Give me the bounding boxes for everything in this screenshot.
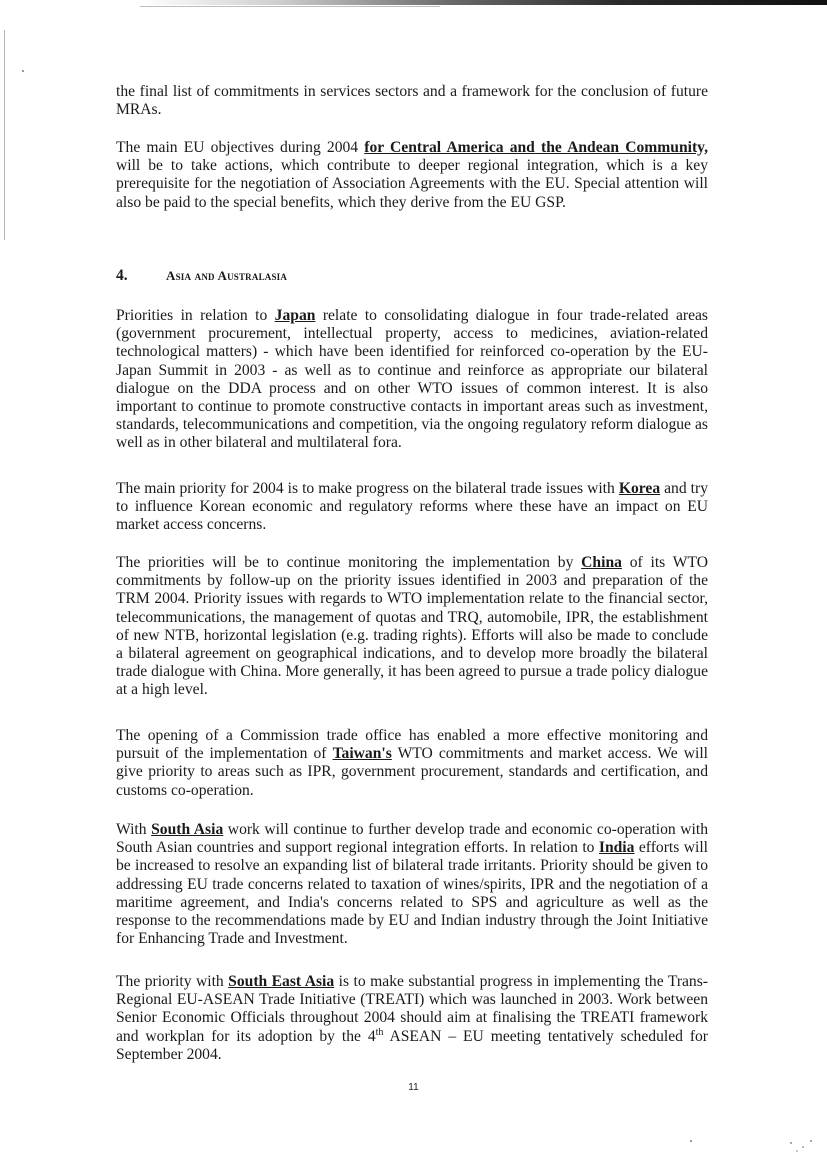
paragraph-text: will be to take actions, which contribute to deeper regional integration, which is a key prerequisite for the negotiation of Association Agreements with the EU. Special attention will also be paid to the special benefits, which they derive from the EU GSP. bbox=[116, 157, 708, 211]
region-link-south-asia[interactable]: South Asia bbox=[151, 821, 224, 838]
paragraph-japan bbox=[116, 307, 708, 453]
paragraph-text: ASEAN – EU meeting tentatively scheduled for September 2004. bbox=[116, 1027, 708, 1063]
paragraph-text: efforts will be increased to resolve an expanding list of bilateral trade irritants. Priority should be given to addressing EU trade concerns related to taxation of wines/spirits, IPR and the negotiation of a maritime agreement, and India's concerns related to SPS and agriculture as well as the response to the recommendations made by EU and Indian industry through the Joint Initiative for Enhancing Trade and Investment. bbox=[116, 839, 708, 948]
paragraph-taiwan bbox=[116, 727, 708, 800]
region-link-south-east-asia[interactable]: South East Asia bbox=[228, 973, 335, 990]
section-number: 4. bbox=[116, 267, 128, 284]
country-link-taiwan[interactable]: Taiwan's bbox=[332, 745, 392, 763]
scan-artifact-left-edge bbox=[4, 30, 5, 240]
region-link-central-america-andean[interactable]: for Central America and the Andean Community, bbox=[364, 139, 708, 156]
scan-speck bbox=[22, 70, 24, 72]
paragraph-text: With bbox=[116, 821, 152, 838]
paragraph-text: of its WTO commitments by follow-up on the priority issues identified in 2003 and preparation of the TRM 2004. Priority issues with regards to WTO implementation relate to the financial sector, telecommunications, the management of quotas and TRQ, automobile, IPR, the establishment of new NTB, horizontal legislation (e.g. trading rights). Efforts will also be made to conclude a bilateral agreement on geographical indications, and to develop more broadly the bilateral trade dialogue with China. More generally, it has been agreed to pursue a trade policy dialogue at a high level. bbox=[116, 554, 708, 699]
scan-artifact-top bbox=[140, 0, 827, 5]
country-link-india[interactable]: India bbox=[598, 839, 635, 857]
paragraph-south-asia bbox=[116, 821, 708, 948]
country-link-china[interactable]: China bbox=[581, 554, 622, 571]
paragraph-text: The priorities will be to continue monitoring the implementation by bbox=[116, 554, 582, 571]
paragraph-text: The main priority for 2004 is to make progress on the bilateral trade issues with bbox=[116, 480, 619, 497]
paragraph-text: relate to consolidating dialogue in four trade-related areas (government procurement, intellectual property, access to medicines, aviation-related technological matters) - which have been identified for reinforced co-operation by the EU-Japan Summit in 2003 - as well as to continue and reinforce as appropriate our bilateral dialogue on the DDA process and on other WTO issues of common interest. It is also important to continue to promote constructive contacts in important areas such as investment, standards, telecommunications and competition, via the ongoing regulatory reform dialogue as well as in other bilateral and multilateral fora. bbox=[116, 307, 708, 452]
paragraph-text: The main EU objectives during 2004 bbox=[116, 139, 365, 156]
ordinal-superscript: th bbox=[375, 1026, 384, 1038]
paragraph-text: The opening of a Commission trade office has enabled a more effective monitoring and pursuit of the implementation of bbox=[116, 727, 708, 763]
scan-artifact-corner bbox=[779, 1135, 819, 1155]
paragraph-text: the final list of commitments in services sectors and a framework for the conclusion of future MRAs. bbox=[116, 83, 708, 119]
scan-artifact-thin-line bbox=[140, 6, 440, 7]
section-title: Asia and Australasia bbox=[166, 268, 288, 283]
page-number: 11 bbox=[408, 1082, 419, 1093]
paragraph-south-east-asia bbox=[116, 973, 708, 1064]
paragraph-china bbox=[116, 554, 708, 700]
paragraph-text: is to make substantial progress in implementing the Trans-Regional EU-ASEAN Trade Initiative (TREATI) which was launched in 2003. Work between Senior Economic Officials throughout 2004 should aim at finalising the TREATI framework and workplan for its adoption by the 4 bbox=[116, 973, 708, 1045]
paragraph-text: Priorities in relation to bbox=[116, 307, 275, 324]
paragraph-korea bbox=[116, 480, 708, 535]
paragraph-text: WTO commitments and market access. We will give priority to areas such as IPR, government procurement, standards and certification, and customs co-operation. bbox=[116, 745, 708, 799]
country-link-korea[interactable]: Korea bbox=[618, 480, 661, 497]
paragraph-text: work will continue to further develop trade and economic co-operation with South Asian countries and support regional integration efforts. In relation to bbox=[116, 821, 708, 857]
paragraph-services-commitments bbox=[116, 83, 708, 119]
section-heading bbox=[116, 267, 708, 285]
country-link-japan[interactable]: Japan bbox=[274, 307, 316, 324]
paragraph-central-america bbox=[116, 139, 708, 212]
paragraph-text: The priority with bbox=[116, 973, 229, 990]
paragraph-text: and try to influence Korean economic and regulatory reforms where these have an impact on EU market access concerns. bbox=[116, 480, 708, 534]
scan-speck bbox=[690, 1140, 692, 1142]
